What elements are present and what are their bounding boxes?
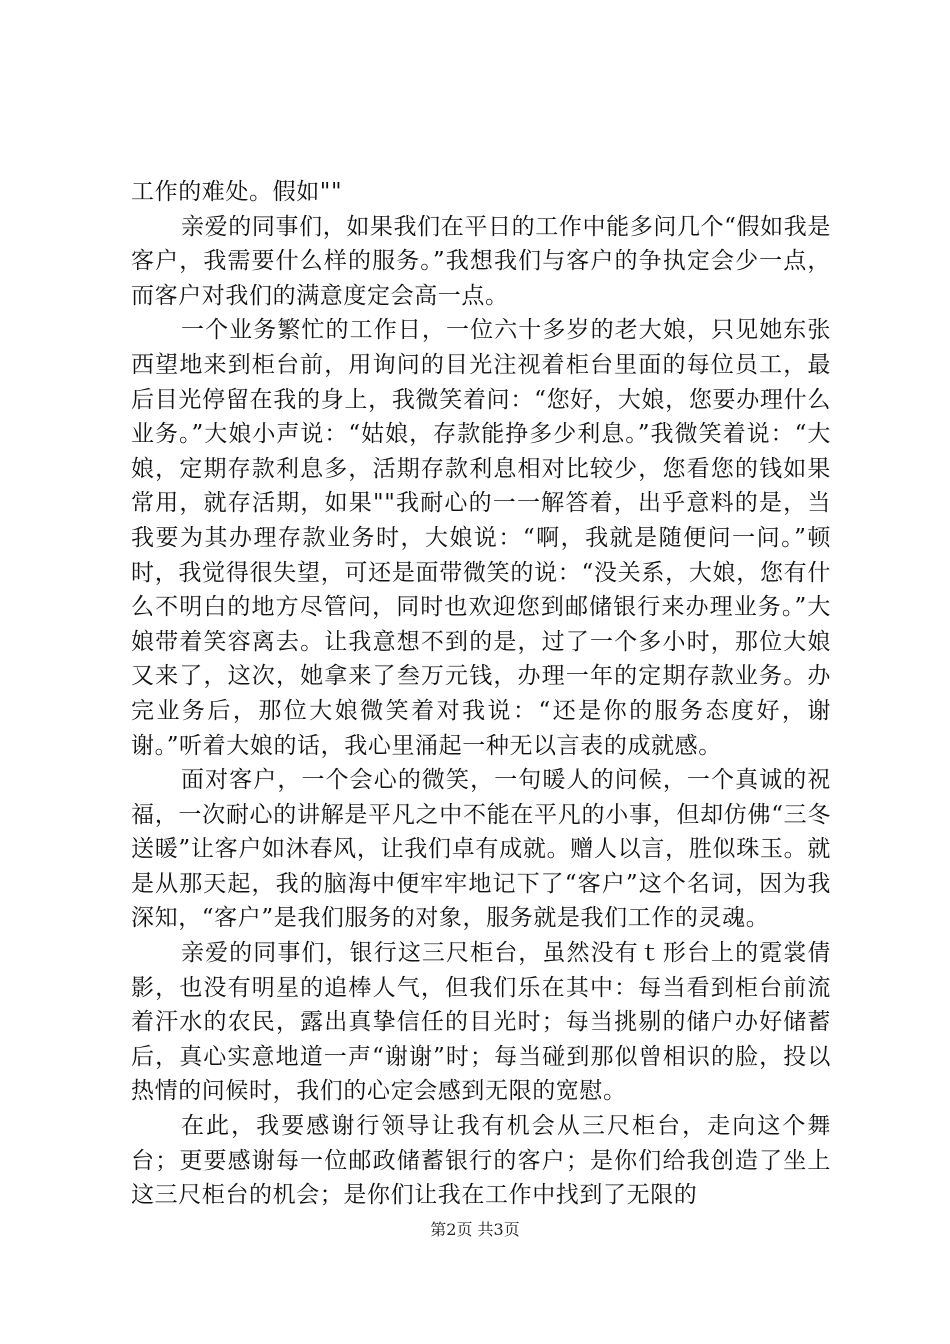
paragraph-old-lady-story: 一个业务繁忙的工作日，一位六十多岁的老大娘，只见她东张西望地来到柜台前，用询问的目光注视着柜台里面的每位员工，最后目光停留在我的身上，我微笑着问：“您好，大娘，您要办理什么业务。”大娘小声说：“姑娘，存款能挣多少利息。”我微笑着说：“大娘，定期存款利息多，活期存款利息相对比较少，您看您的钱如果常用，就存活期，如果""我耐心的一一解答着，出乎意料的是，当我要为其办理存款业务时，大娘说：“啊，我就是随便问一问。”顿时，我觉得很失望，可还是面带微笑的说：“没关系，大娘，您有什么不明白的地方尽管问，同时也欢迎您到邮储银行来办理业务。”大娘带着笑容离去。让我意想不到的是，过了一个多小时，那位大娘又来了，这次，她拿来了叁万元钱，办理一年的定期存款业务。办完业务后，那位大娘微笑着对我说：“还是你的服务态度好，谢谢。”听着大娘的话，我心里涌起一种无以言表的成就感。 — [131, 317, 831, 759]
paragraph-colleagues-intro: 亲爱的同事们，如果我们在平日的工作中能多问几个“假如我是客户，我需要什么样的服务。”我想我们与客户的争执定会少一点，而客户对我们的满意度定会高一点。 — [131, 213, 831, 309]
paragraph-facing-customers: 面对客户，一个会心的微笑，一句暖人的问候，一个真诚的祝福，一次耐心的讲解是平凡之中不能在平凡的小事，但却仿佛“三冬送暖”让客户如沐春风，让我们卓有成就。赠人以言，胜似珠玉。就是从那天起，我的脑海中便牢牢地记下了“客户”这个名词，因为我深知，“客户”是我们服务的对象，服务就是我们工作的灵魂。 — [131, 767, 831, 932]
paragraph-bank-counter: 亲爱的同事们，银行这三尺柜台，虽然没有ｔ形台上的霓裳倩影，也没有明星的追棒人气，但我们乐在其中：每当看到柜台前流着汗水的农民，露出真挚信任的目光时；每当挑剔的储户办好储蓄后，真心实意地道一声“谢谢”时；每当碰到那似曾相识的脸，投以热情的问候时，我们的心定会感到无限的宽慰。 — [131, 940, 831, 1105]
paragraph-continuation: 工作的难处。假如"" — [131, 179, 343, 205]
page-number-footer: 第2页 共3页 — [430, 1220, 520, 1239]
document-body — [131, 175, 831, 1213]
paragraph-thanks: 在此，我要感谢行领导让我有机会从三尺柜台，走向这个舞台；更要感谢每一位邮政储蓄银行的客户；是你们给我创造了坐上这三尺柜台的机会；是你们让我在工作中找到了无限的 — [131, 1113, 831, 1209]
